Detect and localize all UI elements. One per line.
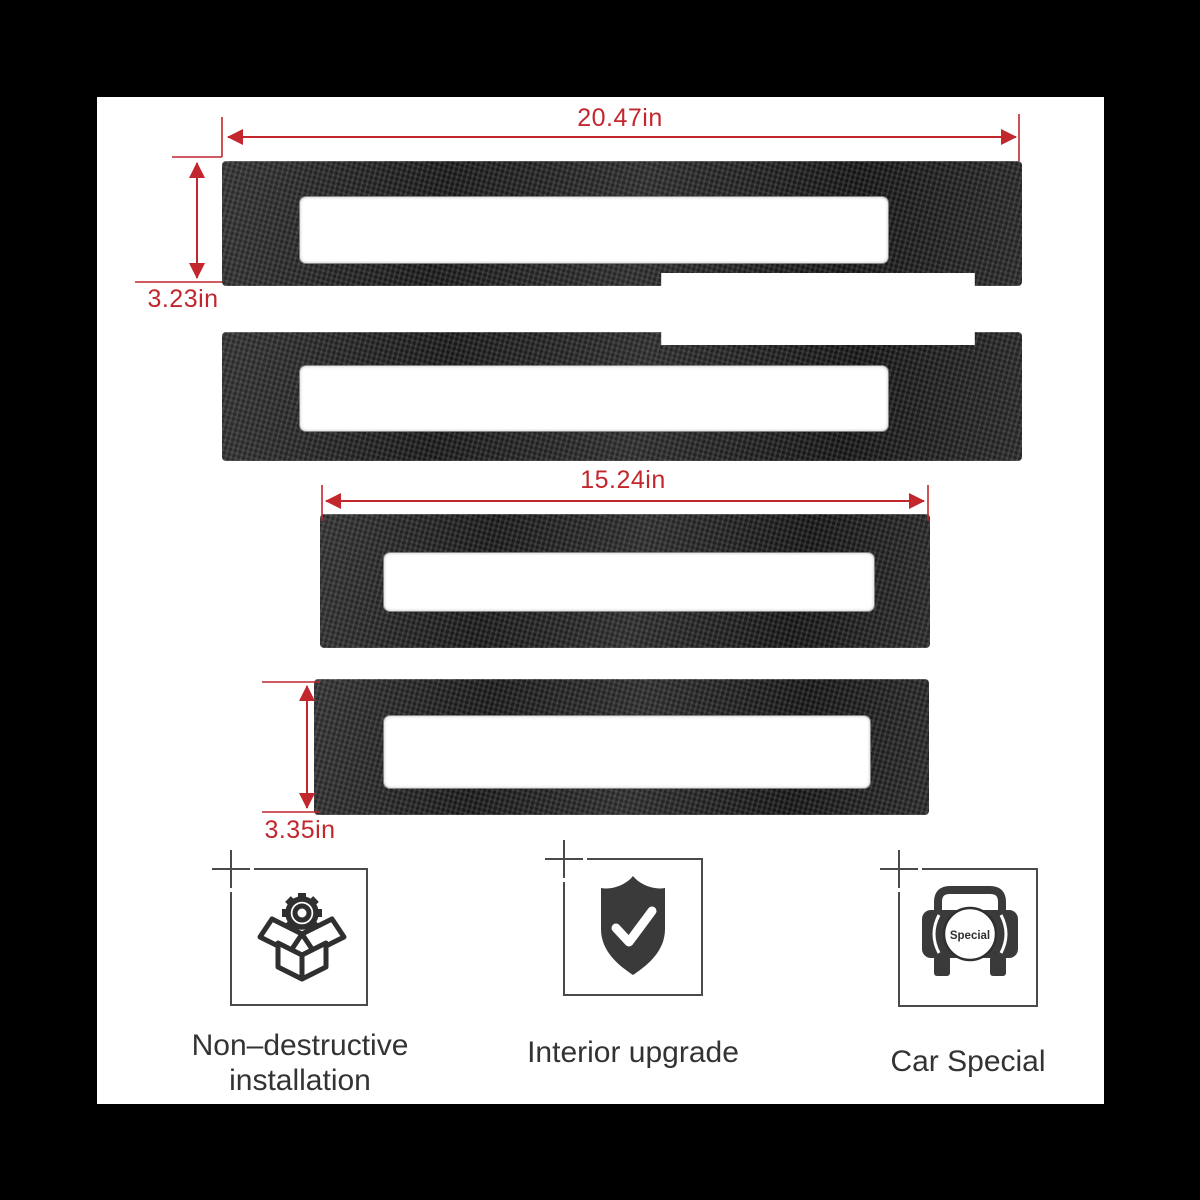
trim-strip-small-1-cutout xyxy=(384,553,874,611)
trim-strip-small-2-cutout xyxy=(384,716,870,788)
dimension-label-lower-height: 3.35in xyxy=(264,816,336,844)
feature-caption-1 xyxy=(150,1028,450,1098)
open-box-gear-icon xyxy=(250,886,350,991)
feature-caption-3: Car Special xyxy=(890,1045,1046,1078)
shield-check-icon xyxy=(588,872,678,985)
dimension-label-left-height: 3.23in xyxy=(147,285,219,313)
trim-strip-large-1-cutout xyxy=(300,197,888,263)
feature-caption-2: Interior upgrade xyxy=(527,1036,739,1069)
dimension-label-top-width: 20.47in xyxy=(577,104,663,132)
feature-caption-1-line1: Non–destructive xyxy=(191,1029,409,1062)
crosshair-icon xyxy=(898,850,900,888)
feature-caption-1-line2: installation xyxy=(229,1064,371,1097)
crosshair-icon xyxy=(563,840,565,878)
crosshair-icon xyxy=(230,850,232,888)
trim-strip-large-2-cutout xyxy=(300,366,888,431)
car-badge-text: Special xyxy=(949,930,991,942)
car-special-icon xyxy=(908,882,1032,989)
dimension-label-middle-width: 15.24in xyxy=(580,466,666,494)
